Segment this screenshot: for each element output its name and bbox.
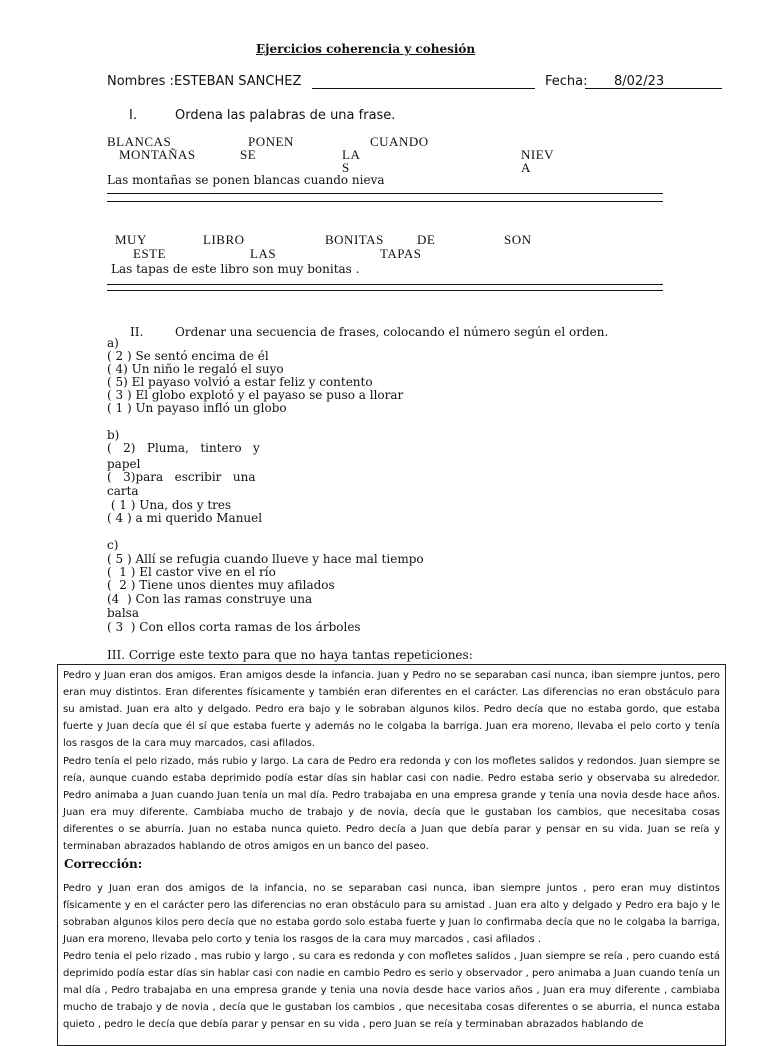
correction-paragraph: Pedro tenia el pelo rizado , mas rubio y largo , su cara es redonda y con mofletes salidos , Juan siempre se reía , pero cuando está deprimido podía estar días sin hablar casi con nadie en cambio Pedro es serio y observador , pero animaba a Juan cuando tenía un mal día , Pedro trabajaba en una empresa grande y tenia una novia desde hace varios años , Juan era muy diferente , cambiaba mucho de trabajo y de novia , decía que le gustaban los cambios , que necesitaba cosas diferentes o se aburria, el nunca estaba quieto , pedro le decía que debía parar y pensar en su vida , pero Juan se reía y terminaban abrazados hablando de [63,951,720,1030]
date-value: 8/02/23 [614,74,665,89]
section3-instruction: III. Corrige este texto para que no haya tantas repeticiones: [107,648,473,662]
answer-line [107,284,663,285]
section1-numeral: I. [129,108,137,123]
word: PONEN [248,134,294,149]
word: LIBRO [203,232,245,247]
answer-line [107,201,663,202]
word: BLANCAS [107,134,172,149]
word: SON [504,232,532,247]
list-item: ( 3 ) El globo explotó y el payaso se puso a llorar [107,388,404,402]
original-paragraph: Pedro y Juan eran dos amigos. Eran amigos desde la infancia. Juan y Pedro no se separaban casi nunca, iban siempre juntos, pero eran muy distintos. Eran diferentes físicamente y también eran diferentes en el carácter. Las diferencias no eran obstáculo para su amistad. Juan era alto y delgado. Pedro era bajo y le sobraban algunos kilos. Pedro decía que no estaba gordo, que estaba fuerte y Juan decía que él sí que estaba fuerte y además no le colgaba la barriga. Juan era moreno, llevaba el pelo corto y tenía los rasgos de la cara muy marcados, casi afilados. [63,670,720,749]
list-item: ( 1 ) Una, dos y tres [107,498,232,512]
list-item: papel [107,457,141,471]
list-item: ( 5) El payaso volvió a estar feliz y contento [107,375,373,389]
group-b-label: b) [107,428,120,442]
list-item: ( 2) Pluma, tintero y [107,441,260,455]
word: S [342,160,350,175]
word: NIEV [521,147,555,162]
names-label: Nombres : [107,74,174,89]
list-item: ( 4) Un niño le regaló el suyo [107,362,284,376]
list-item: ( 1 ) Un payaso infló un globo [107,401,287,415]
list-item: ( 2 ) Se sentó encima de él [107,349,269,363]
list-item: ( 3 ) Con ellos corta ramas de los árboles [107,620,361,634]
word: DE [417,232,436,247]
word: A [521,160,531,175]
correction-paragraph: Pedro y Juan eran dos amigos de la infancia, no se separaban casi nunca, iban siempre juntos , pero eran muy distintos físicamente y en el carácter pero las diferencias no eran obstáculo para su amistad . Juan era alto y delgado y Pedro era bajo y le sobraban algunos kilos pero decía que no estaba gordo solo estaba fuerte y Juan lo confirmaba decía que no le colgaba la barriga, Juan era moreno, llevaba pelo corto y tenia los rasgos de la cara muy marcados , casi afilados . [63,883,720,945]
list-item: balsa [107,606,139,620]
word: CUANDO [370,134,429,149]
document-title: Ejercicios coherencia y cohesión [256,42,476,56]
date-underline [585,88,722,89]
list-item: (4 ) Con las ramas construye una [107,592,313,606]
list-item: ( 1 ) El castor vive en el río [107,565,276,579]
section2-instruction: Ordenar una secuencia de frases, colocando el número según el orden. [175,325,609,339]
list-item: ( 4 ) a mi querido Manuel [107,511,263,525]
answer-line [107,193,663,194]
group-c-label: c) [107,538,119,552]
student-name: ESTEBAN SANCHEZ [174,74,302,89]
word: LA [342,147,361,162]
group-a-label: a) [107,336,119,350]
list-item: carta [107,484,139,498]
list-item: ( 3)para escribir una [107,470,256,484]
answer-1: Las montañas se ponen blancas cuando nieva [107,173,385,187]
name-underline [312,88,535,89]
word: ESTE [133,246,167,261]
text-box [57,664,726,1046]
word: SE [240,147,257,162]
section1-instruction: Ordena las palabras de una frase. [175,108,396,123]
list-item: ( 2 ) Tiene unos dientes muy afilados [107,578,335,592]
original-paragraph: Pedro tenía el pelo rizado, más rubio y largo. La cara de Pedro era redonda y con los mofletes salidos y redondos. Juan siempre se reía, aunque cuando estaba deprimido podía estar días sin hablar casi con nadie. Pedro estaba serio y observaba su alrededor. Pedro animaba a Juan cuando Juan tenía un mal día. Pedro trabajaba en una empresa grande y tenía una novia desde hace años. Juan era muy diferente. Cambiaba mucho de trabajo y de novia, decía que le gustaban los cambios, que necesitaba cosas diferentes o se aburría. Juan no estaba nunca quieto. Pedro decía a Juan que debía parar y pensar en su vida. Juan se reía y terminaban abrazados hablando de otros amigos en un banco del paseo. [63,756,720,852]
word: BONITAS [325,232,384,247]
correction-title: Corrección: [64,857,143,871]
date-label: Fecha: [545,74,588,89]
word: LAS [250,246,277,261]
list-item: ( 5 ) Allí se refugia cuando llueve y hace mal tiempo [107,552,424,566]
section2-numeral: II. [130,325,144,339]
word: TAPAS [380,246,422,261]
answer-2: Las tapas de este libro son muy bonitas . [111,262,360,276]
word: MONTAÑAS [119,147,196,162]
answer-line [107,290,663,291]
word: MUY [115,232,147,247]
